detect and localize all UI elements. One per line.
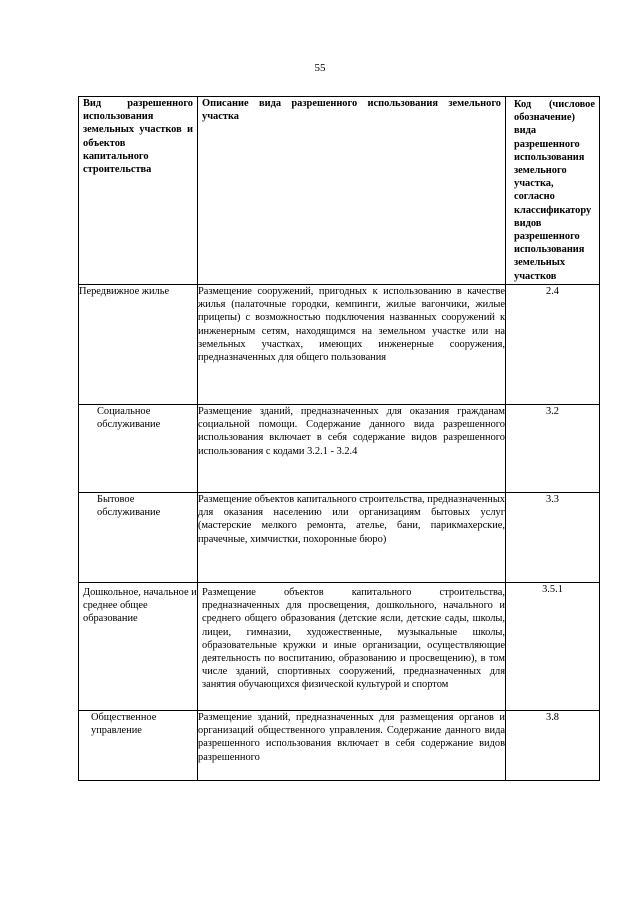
row-code: 3.3 (506, 493, 600, 583)
header-code: Код (числовое обозначение) вида разрешенного использования земельного участка, согласно классификатору видов разрешенного использования земельных участков (506, 97, 600, 285)
table-row (79, 405, 600, 493)
table-row (79, 493, 600, 583)
row-kind: Дошкольное, начальное и среднее общее образование (79, 583, 198, 711)
row-code: 3.2 (506, 405, 600, 493)
row-kind: Передвижное жилье (79, 285, 198, 405)
header-description: Описание вида разрешенного использования земельного участка (198, 97, 506, 285)
row-code: 3.5.1 (506, 583, 600, 711)
table-row (79, 285, 600, 405)
row-code: 3.8 (506, 711, 600, 781)
page-number: 55 (314, 62, 326, 74)
row-description: Размещение зданий, предназначенных для размещения органов и организаций общественного управления. Содержание данного вида разрешенного использования включает в себя содержание видов разрешенного (198, 711, 506, 781)
row-kind: Бытовое обслуживание (79, 493, 198, 583)
row-kind: Социальное обслуживание (79, 405, 198, 493)
row-kind: Общественное управление (79, 711, 198, 781)
row-description: Размещение зданий, предназначенных для оказания гражданам социальной помощи. Содержание данного вида разрешенного использования включает в себя содержание видов разрешенного использования с кодами 3.2.1 - 3.2.4 (198, 405, 506, 493)
table-row (79, 711, 600, 781)
table-header-row (79, 97, 600, 285)
land-use-table (78, 96, 600, 781)
row-description: Размещение объектов капитального строительства, предназначенных для оказания населению или организациям бытовых услуг (мастерские мелкого ремонта, ателье, бани, парикмахерские, прачечные, химчистки, похоронные бюро) (198, 493, 506, 583)
header-kind: Вид разрешенного использования земельных участков и объектов капитального строительства (79, 97, 198, 285)
table-row (79, 583, 600, 711)
row-code: 2.4 (506, 285, 600, 405)
row-description: Размещение сооружений, пригодных к использованию в качестве жилья (палаточные городки, кемпинги, жилые вагончики, жилые прицепы) с возможностью подключения названных сооружений к инженерным сетям, находящимся на земельном участке или на земельных участках, имеющих инженерные сооружения, предназначенных для общего пользования (198, 285, 506, 405)
row-description: Размещение объектов капитального строительства, предназначенных для просвещения, дошкольного, начального и среднего общего образования (детские ясли, детские сады, школы, лицеи, гимназии, художественные, музыкальные школы, образовательные кружки и иные организации, осуществляющие деятельность по воспитанию, образованию и просвещению), в том числе зданий, спортивных сооружений, предназначенных для занятия обучающихся физической культурой и спортом (198, 583, 506, 711)
